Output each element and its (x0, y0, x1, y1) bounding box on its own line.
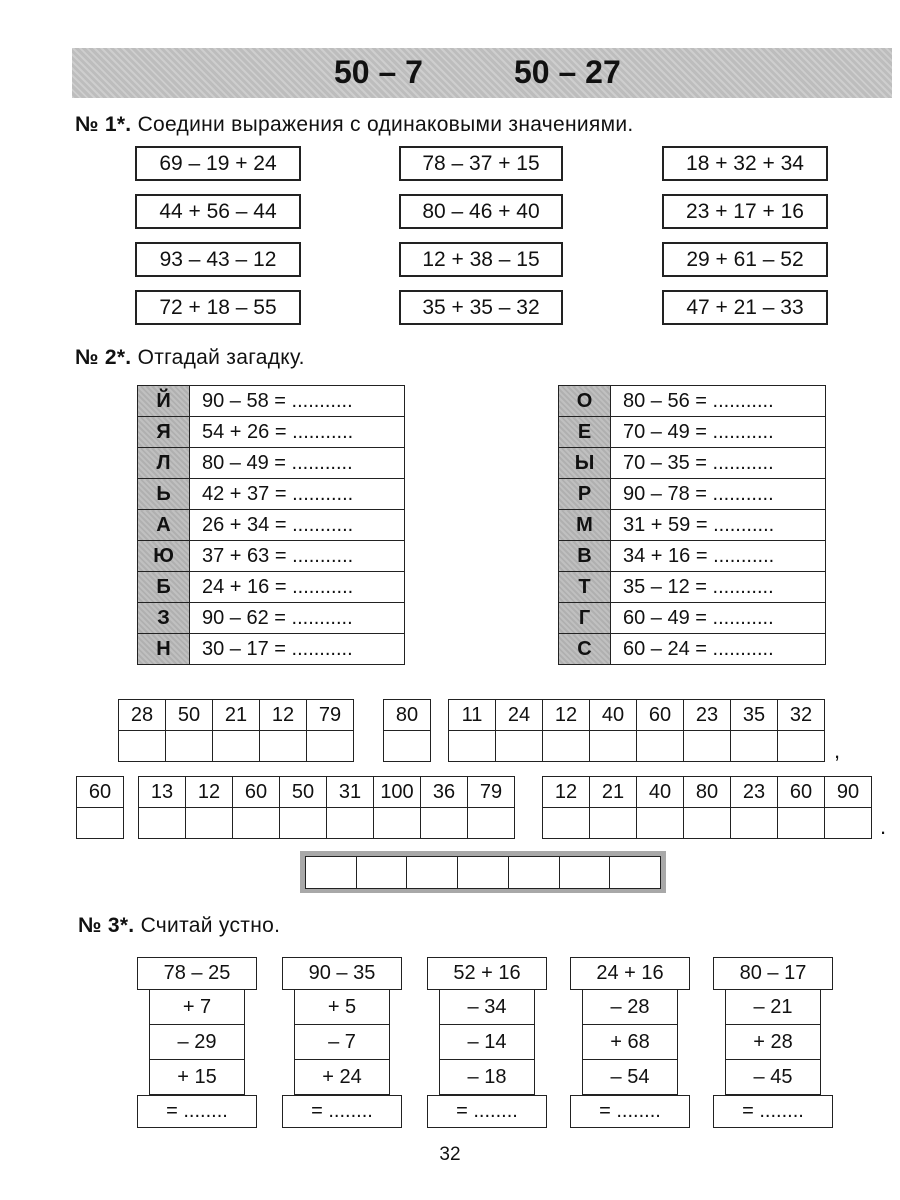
chain-step: + 7 (149, 990, 245, 1025)
answer-letter-cell[interactable] (684, 731, 731, 762)
answer-number: 40 (590, 700, 637, 731)
answer-letter-cell[interactable] (684, 808, 731, 839)
answer-letter-cell[interactable] (213, 731, 260, 762)
answer-letter-cell[interactable] (637, 731, 684, 762)
answer-letter-cell[interactable] (384, 731, 431, 762)
answer-number: 32 (778, 700, 825, 731)
riddle-table-right (558, 385, 826, 665)
answer-letter-cell[interactable] (449, 731, 496, 762)
expression-box[interactable]: 69 – 19 + 24 (135, 146, 301, 181)
answer-letter-cell[interactable] (233, 808, 280, 839)
riddle-row (138, 634, 405, 665)
answer-letter-cell[interactable] (119, 731, 166, 762)
answer-number: 50 (166, 700, 213, 731)
answer-letter-cell[interactable] (374, 808, 421, 839)
riddle-row (138, 448, 405, 479)
cipher-letter: О (559, 386, 611, 417)
chain-start: 52 + 16 (427, 957, 547, 990)
cipher-expression[interactable]: 90 – 62 = ........... (190, 603, 405, 634)
answer-letter-cell[interactable] (543, 731, 590, 762)
cipher-letter: Й (138, 386, 190, 417)
riddle-answer-cell[interactable] (458, 857, 509, 889)
answer-number: 60 (77, 777, 124, 808)
cipher-expression[interactable]: 90 – 78 = ........... (611, 479, 826, 510)
answer-letter-cell[interactable] (778, 731, 825, 762)
answer-number: 21 (213, 700, 260, 731)
riddle-row (559, 479, 826, 510)
answer-letter-cell[interactable] (307, 731, 354, 762)
cipher-letter: Е (559, 417, 611, 448)
answer-number: 60 (233, 777, 280, 808)
chain-start: 80 – 17 (713, 957, 833, 990)
riddle-row (559, 417, 826, 448)
answer-letter-cell[interactable] (825, 808, 872, 839)
riddle-answer-cell[interactable] (356, 857, 407, 889)
riddle-answer-cell[interactable] (508, 857, 559, 889)
chain-step: + 5 (294, 990, 390, 1025)
chain-step: + 24 (294, 1060, 390, 1095)
riddle-row (559, 603, 826, 634)
riddle-answer-cell[interactable] (306, 857, 357, 889)
answer-grid (448, 699, 825, 762)
chain-result[interactable]: = ........ (427, 1095, 547, 1128)
answer-letter-cell[interactable] (139, 808, 186, 839)
chain-step: – 28 (582, 990, 678, 1025)
answer-number: 12 (543, 777, 590, 808)
cipher-letter: Ы (559, 448, 611, 479)
answer-number: 60 (778, 777, 825, 808)
cipher-expression[interactable]: 60 – 24 = ........... (611, 634, 826, 665)
answer-number: 31 (327, 777, 374, 808)
task3-title (78, 914, 280, 938)
task1-number: № 1*. (75, 113, 132, 136)
answer-letter-cell[interactable] (731, 808, 778, 839)
answer-number: 50 (280, 777, 327, 808)
chain-start: 90 – 35 (282, 957, 402, 990)
cipher-letter: Л (138, 448, 190, 479)
cipher-expression[interactable]: 31 + 59 = ........... (611, 510, 826, 541)
answer-letter-cell[interactable] (637, 808, 684, 839)
answer-letter-cell[interactable] (421, 808, 468, 839)
cipher-letter: Г (559, 603, 611, 634)
cipher-letter: Н (138, 634, 190, 665)
chain-step: – 29 (149, 1025, 245, 1060)
answer-letter-cell[interactable] (778, 808, 825, 839)
cipher-expression[interactable]: 80 – 49 = ........... (190, 448, 405, 479)
cipher-letter: С (559, 634, 611, 665)
answer-letter-cell[interactable] (327, 808, 374, 839)
cipher-letter: Я (138, 417, 190, 448)
riddle-row (559, 386, 826, 417)
answer-number: 12 (186, 777, 233, 808)
answer-letter-cell[interactable] (260, 731, 307, 762)
task1-title (75, 113, 634, 137)
calc-chain (427, 957, 547, 1128)
riddle-row (138, 417, 405, 448)
chain-step: + 28 (725, 1025, 821, 1060)
header-topic-left: 50 – 7 (334, 54, 423, 90)
riddle-answer-cells (305, 856, 661, 889)
answer-number: 23 (684, 700, 731, 731)
task3-text: Считай устно. (140, 914, 281, 937)
answer-number: 35 (731, 700, 778, 731)
expression-box[interactable]: 93 – 43 – 12 (135, 242, 301, 277)
chain-step: – 45 (725, 1060, 821, 1095)
expression-box[interactable]: 18 + 32 + 34 (662, 146, 828, 181)
chain-step: – 18 (439, 1060, 535, 1095)
cipher-expression[interactable]: 54 + 26 = ........... (190, 417, 405, 448)
cipher-letter: В (559, 541, 611, 572)
answer-number: 13 (139, 777, 186, 808)
expression-box[interactable]: 44 + 56 – 44 (135, 194, 301, 229)
answer-letter-cell[interactable] (590, 808, 637, 839)
answer-number: 36 (421, 777, 468, 808)
riddle-row (138, 603, 405, 634)
cipher-letter: Ю (138, 541, 190, 572)
cipher-letter: Т (559, 572, 611, 603)
answer-number: 100 (374, 777, 421, 808)
chain-result[interactable]: = ........ (137, 1095, 257, 1128)
riddle-row (138, 541, 405, 572)
cipher-letter: Р (559, 479, 611, 510)
riddle-row (138, 510, 405, 541)
cipher-expression[interactable]: 70 – 35 = ........... (611, 448, 826, 479)
answer-number: 90 (825, 777, 872, 808)
chain-step: – 21 (725, 990, 821, 1025)
task3-number: № 3*. (78, 914, 135, 937)
answer-letter-cell[interactable] (543, 808, 590, 839)
header-topic-right: 50 – 27 (514, 54, 621, 90)
riddle-row (138, 572, 405, 603)
cipher-expression[interactable]: 24 + 16 = ........... (190, 572, 405, 603)
answer-number: 80 (384, 700, 431, 731)
riddle-table-left (137, 385, 405, 665)
answer-number: 28 (119, 700, 166, 731)
answer-number: 79 (468, 777, 515, 808)
expression-box[interactable]: 47 + 21 – 33 (662, 290, 828, 325)
cipher-expression[interactable]: 26 + 34 = ........... (190, 510, 405, 541)
answer-number: 11 (449, 700, 496, 731)
task1-text: Соедини выражения с одинаковыми значениями. (137, 113, 634, 136)
chain-result[interactable]: = ........ (713, 1095, 833, 1128)
answer-letter-cell[interactable] (280, 808, 327, 839)
expression-box[interactable]: 12 + 38 – 15 (399, 242, 563, 277)
calc-chain (282, 957, 402, 1128)
answer-number: 40 (637, 777, 684, 808)
answer-number: 24 (496, 700, 543, 731)
task2-number: № 2*. (75, 346, 132, 369)
riddle-row (559, 541, 826, 572)
chain-result[interactable]: = ........ (570, 1095, 690, 1128)
chain-step: – 14 (439, 1025, 535, 1060)
riddle-row (559, 510, 826, 541)
cipher-letter: З (138, 603, 190, 634)
cipher-letter: М (559, 510, 611, 541)
chain-step: – 34 (439, 990, 535, 1025)
task2-title (75, 346, 305, 370)
answer-number: 23 (731, 777, 778, 808)
answer-number: 60 (637, 700, 684, 731)
cipher-letter: А (138, 510, 190, 541)
cipher-expression[interactable]: 34 + 16 = ........... (611, 541, 826, 572)
chain-step: + 68 (582, 1025, 678, 1060)
calc-chain (713, 957, 833, 1128)
page-header (72, 48, 892, 98)
answer-number: 21 (590, 777, 637, 808)
punctuation-comma: , (834, 738, 841, 763)
riddle-answer-cell[interactable] (610, 857, 661, 889)
riddle-answer-cell[interactable] (407, 857, 458, 889)
answer-letter-cell[interactable] (590, 731, 637, 762)
expression-box[interactable]: 23 + 17 + 16 (662, 194, 828, 229)
riddle-row (559, 448, 826, 479)
chain-step: + 15 (149, 1060, 245, 1095)
answer-letter-cell[interactable] (186, 808, 233, 839)
answer-number: 12 (543, 700, 590, 731)
answer-letter-cell[interactable] (731, 731, 778, 762)
cipher-expression[interactable]: 70 – 49 = ........... (611, 417, 826, 448)
chain-start: 78 – 25 (137, 957, 257, 990)
answer-number: 80 (684, 777, 731, 808)
expression-box[interactable]: 72 + 18 – 55 (135, 290, 301, 325)
cipher-expression[interactable]: 35 – 12 = ........... (611, 572, 826, 603)
chain-result[interactable]: = ........ (282, 1095, 402, 1128)
calc-chain (570, 957, 690, 1128)
punctuation-period: . (880, 814, 887, 839)
answer-number: 79 (307, 700, 354, 731)
cipher-expression[interactable]: 60 – 49 = ........... (611, 603, 826, 634)
answer-grid (542, 776, 872, 839)
answer-grid (383, 699, 431, 762)
chain-step: – 7 (294, 1025, 390, 1060)
cipher-expression[interactable]: 42 + 37 = ........... (190, 479, 405, 510)
task2-text: Отгадай загадку. (137, 346, 305, 369)
expression-box[interactable]: 78 – 37 + 15 (399, 146, 563, 181)
answer-letter-cell[interactable] (496, 731, 543, 762)
cipher-expression[interactable]: 37 + 63 = ........... (190, 541, 405, 572)
answer-letter-cell[interactable] (166, 731, 213, 762)
riddle-row (559, 634, 826, 665)
expression-box[interactable]: 80 – 46 + 40 (399, 194, 563, 229)
answer-grid (118, 699, 354, 762)
riddle-answer-cell[interactable] (559, 857, 610, 889)
cipher-expression[interactable]: 80 – 56 = ........... (611, 386, 826, 417)
cipher-letter: Ь (138, 479, 190, 510)
riddle-row (138, 479, 405, 510)
cipher-expression[interactable]: 30 – 17 = ........... (190, 634, 405, 665)
chain-start: 24 + 16 (570, 957, 690, 990)
riddle-answer-frame (300, 851, 666, 893)
answer-grid (76, 776, 124, 839)
riddle-row (138, 386, 405, 417)
cipher-expression[interactable]: 90 – 58 = ........... (190, 386, 405, 417)
expression-box[interactable]: 29 + 61 – 52 (662, 242, 828, 277)
answer-letter-cell[interactable] (77, 808, 124, 839)
answer-number: 12 (260, 700, 307, 731)
page-number: 32 (439, 1144, 461, 1165)
answer-grid (138, 776, 515, 839)
expression-box[interactable]: 35 + 35 – 32 (399, 290, 563, 325)
calc-chain (137, 957, 257, 1128)
cipher-letter: Б (138, 572, 190, 603)
chain-step: – 54 (582, 1060, 678, 1095)
answer-letter-cell[interactable] (468, 808, 515, 839)
riddle-row (559, 572, 826, 603)
